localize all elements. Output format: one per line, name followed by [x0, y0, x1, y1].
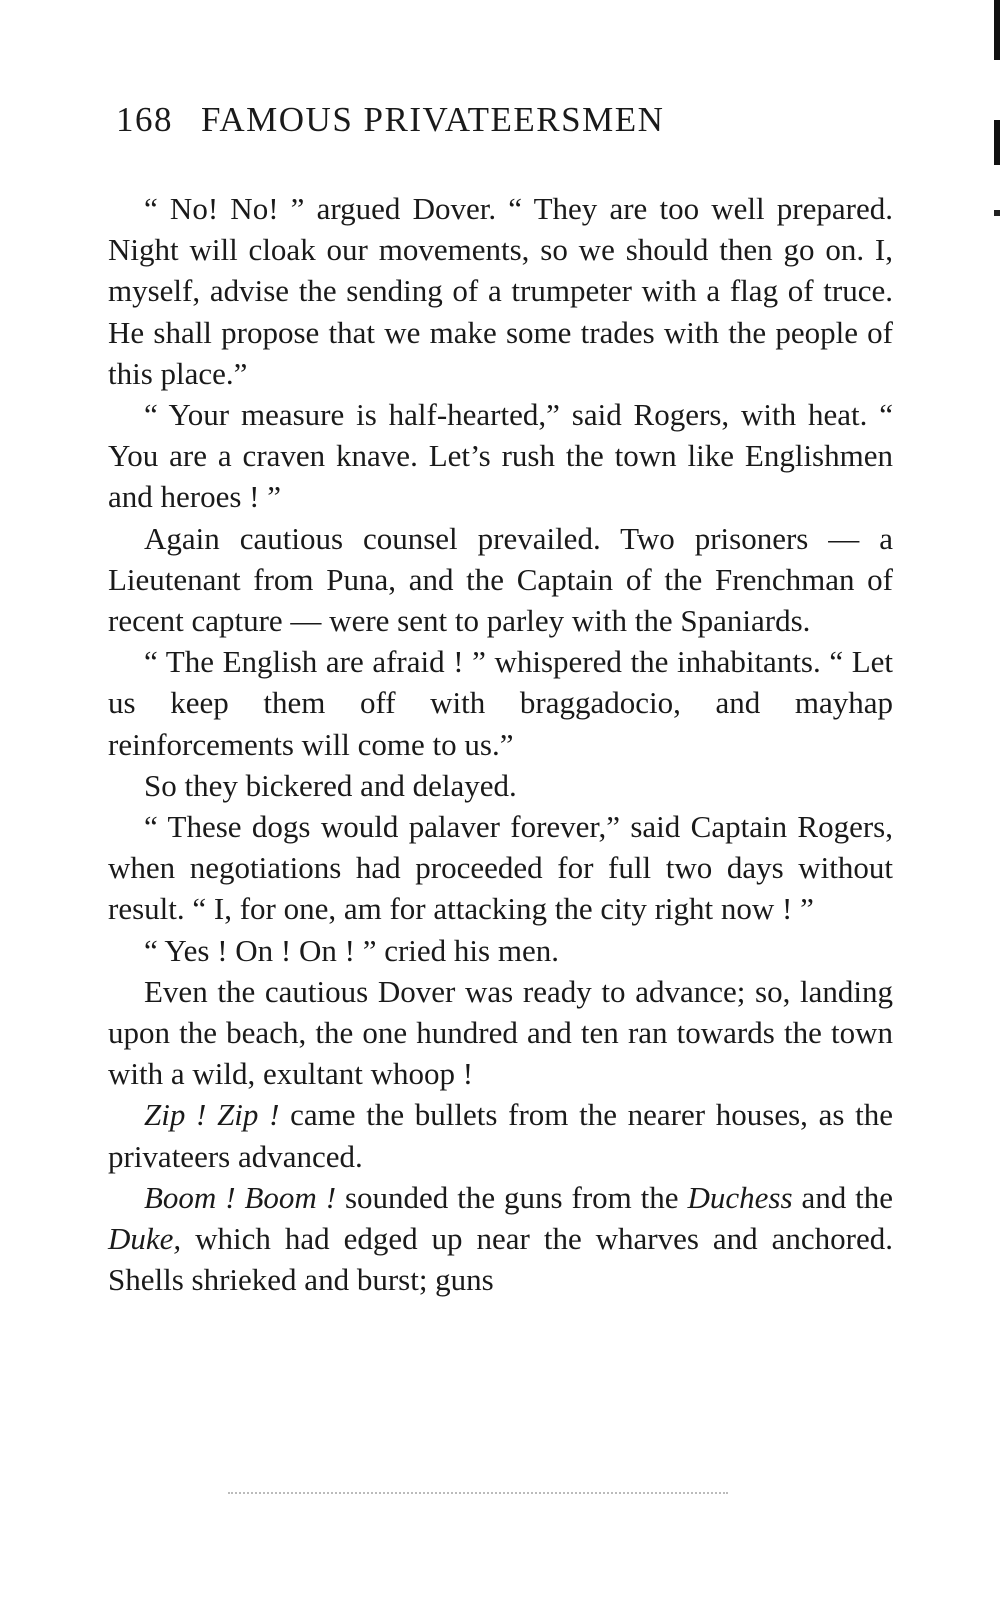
paragraph	[108, 1094, 893, 1176]
page-number: 168	[116, 100, 173, 139]
ship-name: Duchess	[687, 1179, 793, 1215]
paragraph-text: which had edged up near the wharves and anchored. Shells shrieked and burst; guns	[108, 1221, 893, 1298]
paragraph-text: sounded the guns from the	[336, 1179, 688, 1215]
paragraph: Again cautious counsel prevailed. Two prisoners — a Lieutenant from Puna, and the Captain of the Frenchman of recent capture — were sent to parley with the Spaniards.	[108, 520, 893, 639]
paragraph: Even the cautious Dover was ready to advance; so, landing upon the beach, the one hundred and ten ran towards the town with a wild, exultant whoop !	[108, 973, 893, 1092]
paragraph	[108, 1177, 893, 1301]
bottom-scan-artifact	[228, 1492, 728, 1496]
italic-sound: Boom ! Boom !	[144, 1179, 337, 1215]
paragraph: So they bickered and delayed.	[144, 767, 517, 803]
paragraph: “ These dogs would palaver forever,” said Captain Rogers, when negotiations had proceeded for full two days without result. “ I, for one, am for attacking the city right now ! ”	[108, 809, 893, 927]
paragraph: “ Your measure is half-hearted,” said Rogers, with heat. “ You are a craven knave. Let’s rush the town like Englishmen and heroes ! ”	[108, 397, 893, 515]
paragraph: “ No! No! ” argued Dover. “ They are too well prepared. Night will cloak our movements, so we should then go on. I, myself, advise the sending of a trumpeter with a flag of truce. He shall propose that we make some trades with the people of this place.”	[108, 191, 893, 391]
book-title: FAMOUS PRIVATEERSMEN	[201, 100, 665, 139]
paragraph: “ Yes ! On ! On ! ” cried his men.	[144, 932, 559, 968]
scan-edge-artifact	[994, 0, 1000, 300]
paragraph: “ The English are afraid ! ” whispered the inhabitants. “ Let us keep them off with braggadocio, and mayhap reinforcements will come to us.”	[108, 644, 893, 762]
body-text	[108, 188, 893, 1300]
paragraph-text: came the bullets from the nearer houses, as the privateers advanced.	[108, 1097, 893, 1174]
paragraph-text: and the	[792, 1179, 894, 1215]
ship-name: Duke,	[108, 1221, 182, 1257]
italic-sound: Zip ! Zip !	[144, 1097, 280, 1133]
running-head	[116, 100, 906, 140]
